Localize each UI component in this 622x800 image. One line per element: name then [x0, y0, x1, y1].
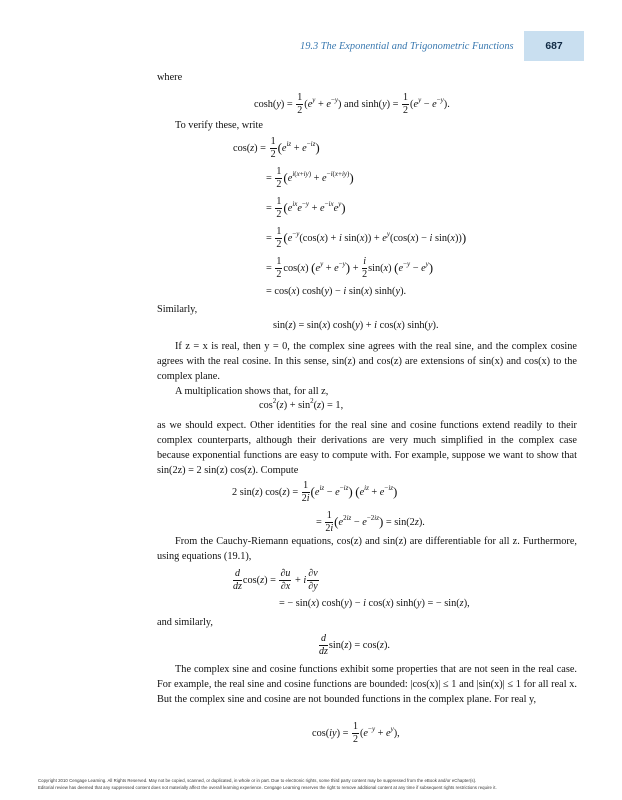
- text-where: where: [157, 72, 183, 83]
- equation-double-angle-1: 2 sin(z) cos(z) = $\frac{1}{2i}$ $(e^{iz} - e^{-iz}) (e^{iz} + e^{-iz})$: [232, 480, 398, 504]
- equation-derivative-cos: $\frac{d}{dz}$ cos(z) = $\frac{\partial u}{\partial x}$ + i $\frac{\partial v}{\partial y}$: [233, 568, 318, 592]
- equation-cos-line3: = $\frac{1}{2}$ $(e^{ix}e^{-y} + e^{-ix}e^y)$: [266, 196, 346, 220]
- equation-cosh-sinh: cosh(y) = $\frac{1}{2}$ $(e^y + e^{-y})$ and sinh(y) = $\frac{1}{2}$ $(e^y - e^{-y})$.: [254, 92, 450, 116]
- running-head: 19.3 The Exponential and Trigonometric Functions: [300, 41, 514, 52]
- footer-copyright-line2: Editorial review has deemed that any suppressed content does not materially affect the overall learning experience. Cengage Learning reserves the right to remove additional content at any time if subsequent rights restrictions require it.: [38, 785, 497, 790]
- equation-cos-line5: = $\frac{1}{2}$ cos(x) $(e^y + e^{-y})$ + $\frac{i}{2}$ sin(x) $(e^{-y} - e^y)$: [266, 256, 434, 280]
- equation-cos-line1: cos(z) = $\frac{1}{2}$ $(e^{iz} + e^{-iz})$: [233, 136, 320, 160]
- equation-cos-iy: cos(iy) = $\frac{1}{2}$ $(e^{-y} + e^y)$,: [312, 721, 400, 745]
- paragraph-multiplication: A multiplication shows that, for all z,: [175, 386, 329, 397]
- footer-copyright-line1: Copyright 2010 Cengage Learning. All Rights Reserved. May not be copied, scanned, or duplicated, in whole or in part. Due to electronic rights, some third party content may be suppressed from the eBook and/or eChapter(s).: [38, 778, 477, 783]
- text-and-similarly: and similarly,: [157, 617, 213, 628]
- paragraph-cauchy-riemann: From the Cauchy-Riemann equations, cos(z) and sin(z) are differentiable for all z. Furthermore, using equations (19.1),: [157, 536, 577, 562]
- equation-cos-line6: = cos(x) cosh(y) − i sin(x) sinh(y).: [266, 286, 407, 297]
- paragraph-real-case: If z = x is real, then y = 0, the complex sine agrees with the real sine, and the complex cosine agrees with the real cosine. In this sense, sin(z) and cos(z) are extensions of sin(x) and cos(x) to the complex plane.: [157, 341, 577, 382]
- text-similarly: Similarly,: [157, 304, 198, 315]
- paragraph-boundedness: The complex sine and cosine functions exhibit some properties that are not seen in the real case. For example, the real sine and cosine functions are bounded: |cos(x)| ≤ 1 and |sin(x)| ≤ 1 for all real x. But the complex sine and cosine are not bounded functions in the complex plane. For real y,: [157, 664, 577, 705]
- equation-cos-line4: = $\frac{1}{2}$ ($e^{-y}(\cos(x) + i$ $\sin(x)) + e^y(\cos(x) - i$ sin(x))): [266, 226, 467, 250]
- equation-sin: sin(z) = sin(x) cosh(y) + i cos(x) sinh(y).: [273, 320, 439, 331]
- page-number: 687: [524, 31, 584, 61]
- equation-pythagorean: $\cos^2(z) + \sin^2(z) = 1$,: [259, 397, 344, 411]
- equation-double-angle-2: = $\frac{1}{2i}$ $(e^{2iz} - e^{-2iz}) = \sin(2z)$.: [316, 510, 425, 534]
- equation-cos-line2: = $\frac{1}{2}$ $(e^{i(x+iy)} + e^{-i(x+iy)})$: [266, 166, 354, 190]
- paragraph-identities: as we should expect. Other identities for the real sine and cosine functions extend readily to their complex counterparts, although their derivations are very much simplified in the complex case because exponential functions are easy to compute with. For example, suppose we want to show that sin(2z) = 2 sin(z) cos(z). Compute: [157, 420, 577, 476]
- text-verify: To verify these, write: [175, 120, 263, 131]
- text-and: and: [344, 98, 359, 110]
- equation-derivative-cos-2: = − sin(x) cosh(y) − i cos(x) sinh(y) = − sin(z),: [279, 598, 470, 609]
- equation-derivative-sin: $\frac{d}{dz}$ sin(z) = cos(z).: [319, 633, 390, 657]
